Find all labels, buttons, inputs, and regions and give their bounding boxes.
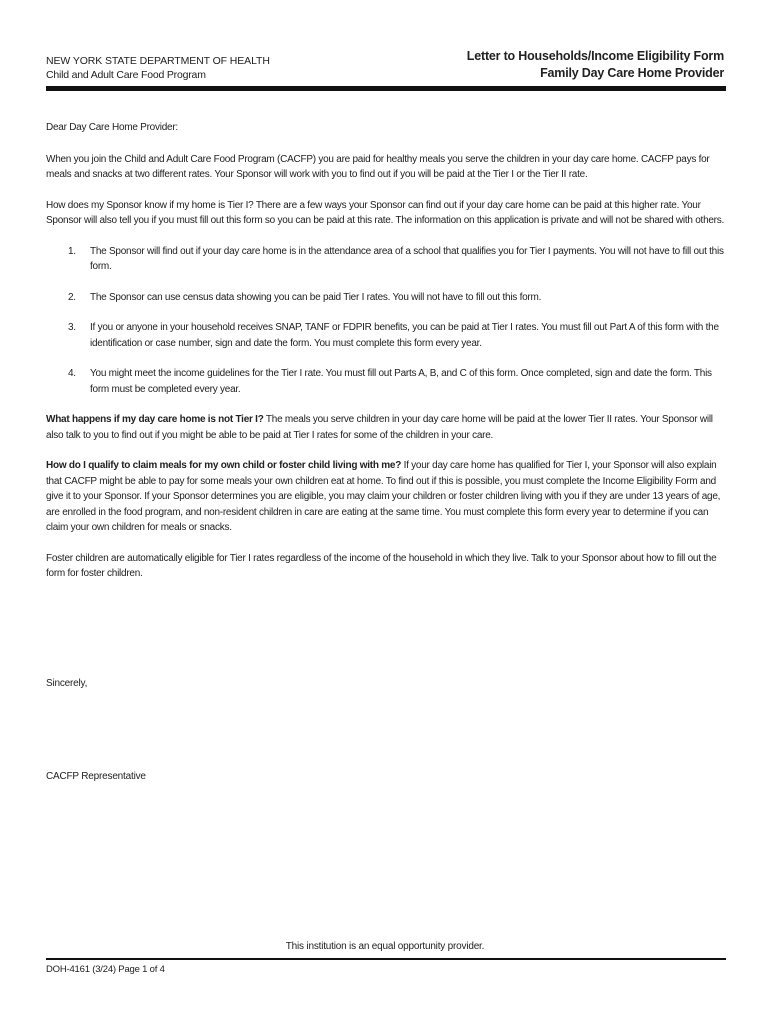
not-tier1-question: What happens if my day care home is not Tier I? [46, 414, 264, 425]
intro-paragraph: When you join the Child and Adult Care Food Program (CACFP) you are paid for healthy meals you serve the children in your day care home. CACFP pays for meals and snacks at two different rates. Your Sponsor will work with you to find out if you will be paid at the Tier I or the Tier II rate. [46, 153, 710, 180]
closing: Sincerely, [46, 678, 88, 689]
foster-paragraph: Foster children are automatically eligible for Tier I rates regardless of the income of the household in which they live. Talk to your Sponsor about how to fill out the form for foster children. [46, 552, 717, 579]
signature-line: CACFP Representative [46, 771, 146, 782]
footer-divider [46, 958, 726, 960]
list-item [46, 290, 726, 306]
list-item [46, 366, 726, 397]
header-title-block [364, 48, 724, 82]
form-id-page-number: DOH-4161 (3/24) Page 1 of 4 [46, 964, 165, 975]
salutation: Dear Day Care Home Provider: [46, 122, 178, 133]
not-tier1-answer: The meals you serve children in your day care home will be paid at the lower Tier II rates. Your Sponsor will also talk to you to find out if you might be able to be paid at Tier I rates for some of the children in your care. [46, 414, 713, 441]
letter-body [46, 120, 726, 597]
tier-question-paragraph: How does my Sponsor know if my home is Tier I? There are a few ways your Sponsor can find out if your day care home can be paid at this higher rate. Your Sponsor will also tell you if you must fill out this form so you can be paid at this rate. The information on this application is private and will not be shared with others. [46, 199, 725, 226]
form-title: Letter to Households/Income Eligibility Form [466, 49, 724, 63]
not-tier1-paragraph [46, 412, 726, 443]
header-divider [46, 86, 726, 91]
list-number: 1. [68, 245, 76, 257]
own-child-question: How do I qualify to claim meals for my own child or foster child living with me? [46, 460, 402, 471]
list-item [46, 320, 726, 351]
list-number: 3. [68, 322, 76, 333]
tier-ways-list [46, 244, 726, 398]
list-text: If you or anyone in your household receives SNAP, TANF or FDPIR benefits, you can be paid at Tier I rates. You must fill out Part A of this form with the identification or case number, sign and date the form. You must complete this form every year. [90, 322, 719, 349]
list-text: The Sponsor can use census data showing you can be paid Tier I rates. You will not have to fill out this form. [90, 291, 542, 303]
list-text: The Sponsor will find out if your day care home is in the attendance area of a school that qualifies you for Tier I payments. You will not have to fill out this form. [90, 245, 724, 272]
header-agency-block [46, 54, 376, 82]
list-text: You might meet the income guidelines for the Tier I rate. You must fill out Parts A, B, and C of this form. Once completed, sign and date the form. This form must be completed every year. [90, 368, 712, 395]
own-child-paragraph [46, 458, 726, 536]
list-number: 2. [68, 291, 76, 303]
program-name: Child and Adult Care Food Program [46, 69, 206, 81]
list-item [46, 244, 726, 275]
equal-opportunity-notice: This institution is an equal opportunity provider. [285, 941, 485, 952]
form-subtitle: Family Day Care Home Provider [540, 66, 724, 80]
agency-name: NEW YORK STATE DEPARTMENT OF HEALTH [46, 55, 270, 67]
own-child-answer: If your day care home has qualified for Tier I, your Sponsor will also explain that CACFP might be able to pay for some meals your own children eat at home. To find out if this is possible, you must complete the Income Eligibility Form and give it to your Sponsor. If your Sponsor determines you are eligible, you may claim your children or foster children living with you if they are under 13 years of age, are enrolled in the food program, and non-resident children in care are eating at the same time. You must complete this form every year to determine if you can claim your own children for meals or snacks. [46, 460, 721, 533]
list-number: 4. [68, 368, 76, 379]
